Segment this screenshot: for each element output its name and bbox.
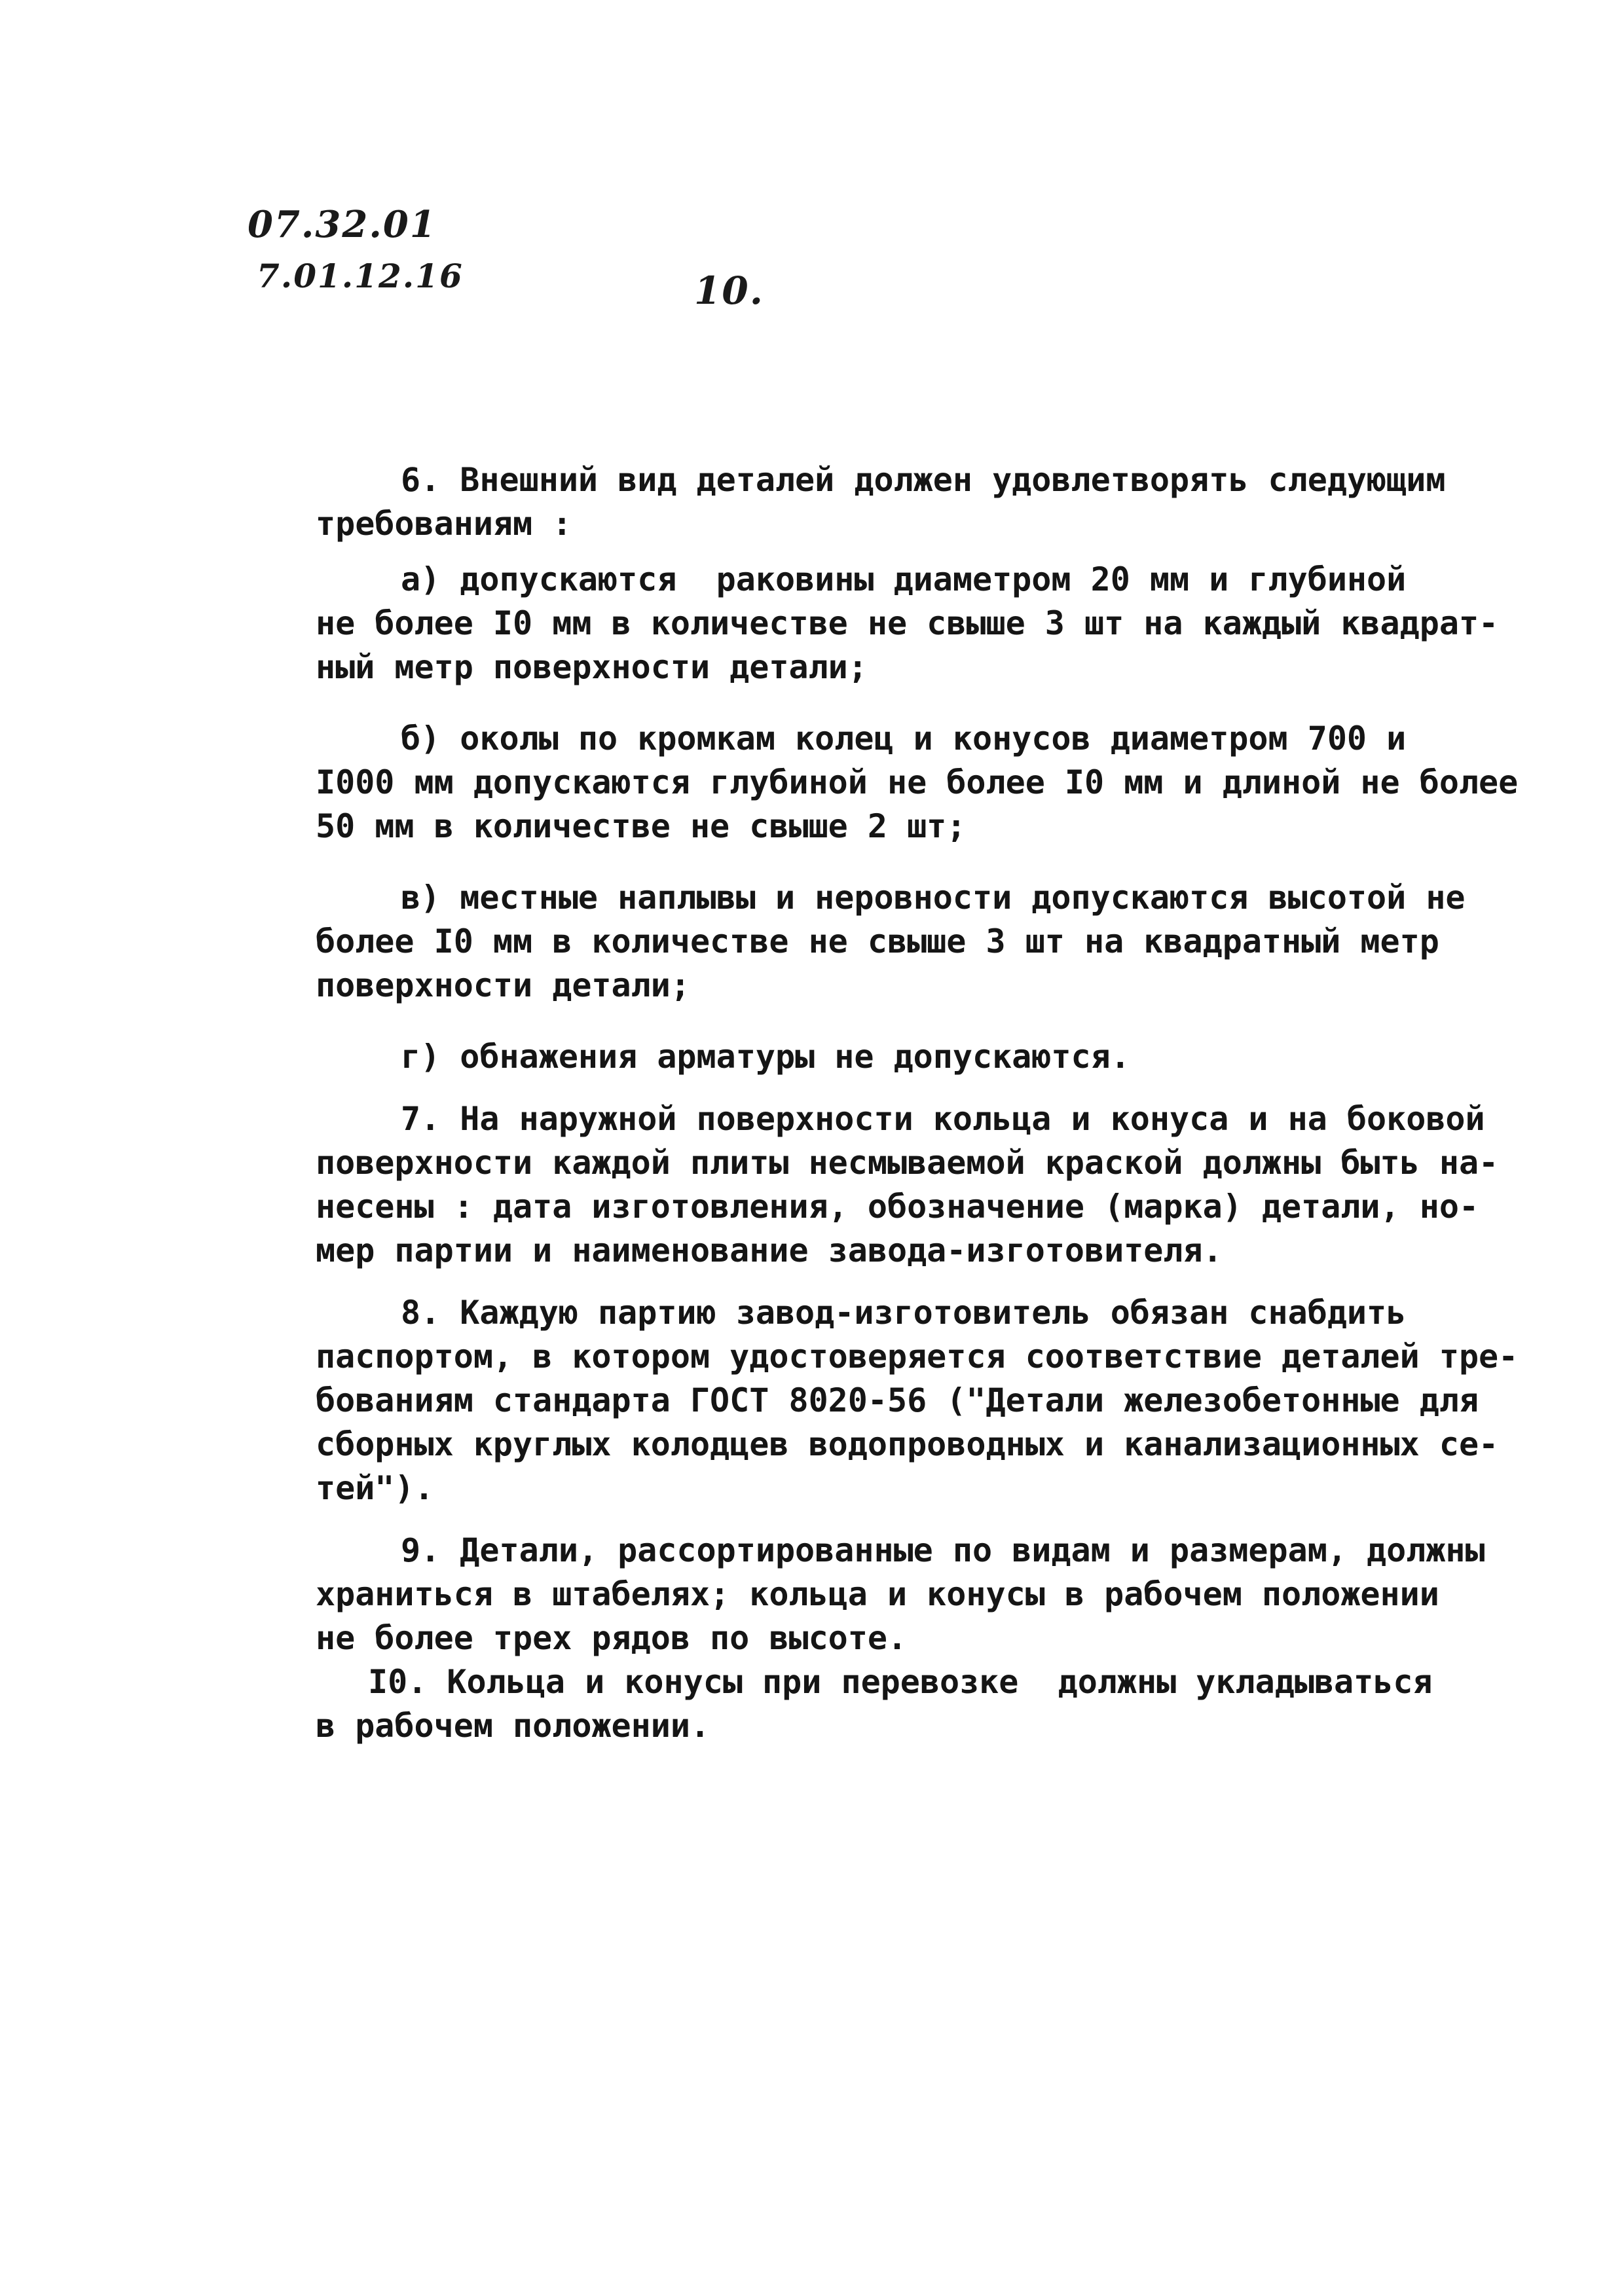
- paragraph-10: [316, 1660, 1481, 1748]
- paragraph-8: [316, 1291, 1519, 1510]
- text-line: а) допускаются раковины диаметром 20 мм и глубиной: [401, 560, 1407, 598]
- document-body: [316, 458, 1519, 1748]
- text-line: ный метр поверхности детали;: [316, 648, 868, 686]
- text-line: 50 мм в количестве не свыше 2 шт;: [316, 807, 967, 845]
- text-line: тей").: [316, 1469, 434, 1507]
- text-line: сборных круглых колодцев водопроводных и канализационных се-: [316, 1425, 1499, 1463]
- text-line: 9. Детали, рассортированные по видам и размерам, должны: [401, 1531, 1485, 1569]
- text-line: мер партии и наименование завода-изготовителя.: [316, 1231, 1223, 1269]
- text-line: 6. Внешний вид деталей должен удовлетворять следующим: [401, 461, 1446, 499]
- text-line: б) околы по кромкам колец и конусов диаметром 700 и: [401, 720, 1407, 757]
- paragraph-6a: [316, 558, 1499, 689]
- page-number: 10.: [694, 268, 764, 313]
- document-subcode: 7.01.12.16: [257, 257, 464, 295]
- paragraph-6: [316, 458, 1481, 546]
- text-line: г) обнажения арматуры не допускаются.: [401, 1038, 1130, 1076]
- document-code: 07.32.01: [248, 203, 437, 246]
- paragraph-9: [316, 1529, 1485, 1660]
- text-line: в рабочем положении.: [316, 1707, 710, 1745]
- text-line: I000 мм допускаются глубиной не более I0 мм и длиной не более: [316, 763, 1519, 801]
- text-line: храниться в штабелях; кольца и конусы в рабочем положении: [316, 1575, 1439, 1613]
- text-line: I0. Кольца и конусы при перевозке должны укладываться: [368, 1663, 1433, 1701]
- paragraph-7: [316, 1097, 1499, 1273]
- text-line: 8. Каждую партию завод-изготовитель обязан снабдить: [401, 1294, 1407, 1332]
- text-line: 7. На наружной поверхности кольца и конуса и на боковой: [401, 1100, 1485, 1138]
- text-line: паспортом, в котором удостоверяется соответствие деталей тре-: [316, 1338, 1519, 1376]
- text-line: требованиям :: [316, 505, 572, 543]
- paragraph-6g: [316, 1035, 1481, 1079]
- text-line: несены : дата изготовления, обозначение (марка) детали, но-: [316, 1188, 1479, 1226]
- text-line: поверхности каждой плиты несмываемой краской должны быть на-: [316, 1144, 1499, 1182]
- text-line: не более I0 мм в количестве не свыше 3 шт на каждый квадрат-: [316, 604, 1499, 642]
- text-line: в) местные наплывы и неровности допускаются высотой не: [401, 879, 1466, 917]
- text-line: более I0 мм в количестве не свыше 3 шт на квадратный метр: [316, 922, 1439, 960]
- text-line: бованиям стандарта ГОСТ 8020-56 ("Детали железобетонные для: [316, 1381, 1479, 1419]
- paragraph-6v: [316, 876, 1481, 1008]
- text-line: поверхности детали;: [316, 966, 690, 1004]
- paragraph-6b: [316, 717, 1519, 848]
- text-line: не более трех рядов по высоте.: [316, 1619, 908, 1657]
